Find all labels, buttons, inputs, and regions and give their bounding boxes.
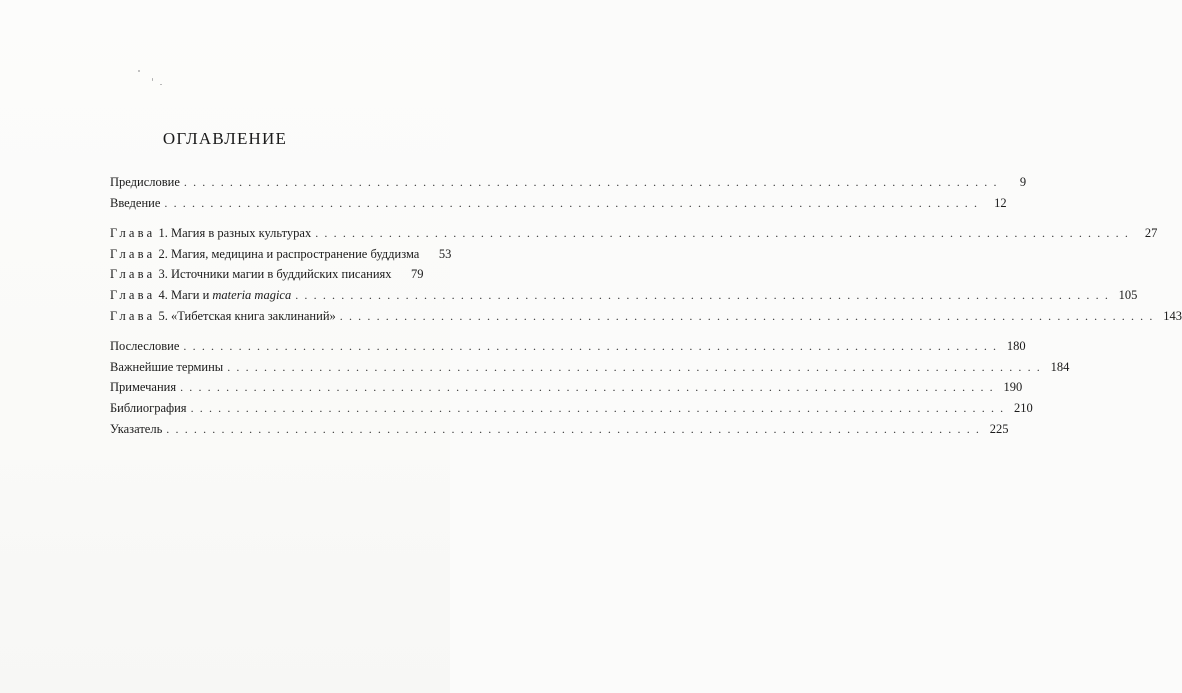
- toc-page-number: 190: [1003, 380, 1023, 395]
- toc-group-back-matter: [110, 336, 1070, 439]
- toc-page-number: 27: [1144, 226, 1158, 241]
- leader-dots: [191, 398, 1005, 419]
- toc-page-number: 105: [1118, 287, 1138, 302]
- chapter-word: Глава: [110, 246, 156, 261]
- toc-group-chapters: [110, 223, 1182, 326]
- leader-dots: [340, 306, 1154, 327]
- leader-dots: [183, 336, 997, 357]
- chapter-title: 2. Магия, медицина и распространение буддизма: [155, 246, 420, 261]
- toc-page-number: 53: [438, 246, 452, 261]
- toc-page-number: 79: [411, 267, 424, 282]
- toc-page-number: 143: [1163, 308, 1182, 323]
- toc-entry-afterword[interactable]: [110, 336, 1026, 357]
- toc-entry-label: [110, 244, 419, 265]
- toc-page-number: 12: [994, 195, 1007, 210]
- toc-entry-label: Указатель: [110, 421, 163, 436]
- print-speck: [160, 84, 162, 85]
- toc-entry-label: [110, 264, 392, 285]
- toc-entry-notes[interactable]: [110, 377, 1023, 398]
- leader-dots: [184, 172, 998, 193]
- toc-entry-label: Предисловие: [110, 175, 180, 189]
- leader-dots: [227, 357, 1041, 378]
- toc-entry-index[interactable]: [110, 419, 1009, 440]
- toc-page-number: 184: [1050, 359, 1070, 374]
- toc-page-number: 225: [989, 421, 1009, 436]
- leader-dots: [164, 193, 978, 214]
- toc-entry-glossary[interactable]: [110, 357, 1070, 378]
- toc-entry-chapter-4[interactable]: [110, 285, 1138, 306]
- chapter-title: 4. Маги и: [155, 287, 213, 302]
- chapter-word: Глава: [110, 308, 156, 323]
- toc-page-number: 9: [1019, 175, 1027, 189]
- leader-dots: [166, 419, 980, 440]
- leader-dots: [180, 377, 994, 398]
- print-speck: [138, 70, 140, 72]
- table-of-contents: [110, 172, 1182, 449]
- chapter-word: Глава: [110, 287, 156, 302]
- toc-page-number: 180: [1006, 339, 1026, 354]
- chapter-word: Глава: [110, 226, 156, 241]
- toc-entry-chapter-2[interactable]: [110, 244, 452, 265]
- toc-entry-introduction[interactable]: [110, 193, 1007, 214]
- page-title: ОГЛАВЛЕНИЕ: [162, 129, 288, 149]
- print-speck: [152, 78, 153, 81]
- toc-entry-label: Библиография: [110, 400, 187, 415]
- toc-page-number: 210: [1014, 400, 1033, 415]
- toc-entry-chapter-3[interactable]: [110, 264, 424, 285]
- chapter-word: Глава: [110, 267, 156, 282]
- chapter-title: 5. «Тибетская книга заклинаний»: [155, 308, 336, 323]
- leader-dots: [295, 285, 1109, 306]
- chapter-title-italic: materia magica: [212, 287, 292, 302]
- toc-entry-label: Важнейшие термины: [110, 359, 224, 374]
- toc-group-intro: [110, 172, 1027, 213]
- toc-entry-chapter-5[interactable]: [110, 306, 1182, 327]
- toc-entry-label: Введение: [110, 195, 161, 210]
- toc-entry-bibliography[interactable]: [110, 398, 1033, 419]
- toc-entry-label: Послесловие: [110, 339, 180, 354]
- toc-entry-label: [110, 306, 336, 327]
- toc-entry-label: Примечания: [110, 380, 177, 395]
- leader-dots: [315, 223, 1129, 244]
- toc-entry-chapter-1[interactable]: [110, 223, 1158, 244]
- toc-entry-preface[interactable]: [110, 172, 1027, 193]
- toc-entry-label: [110, 223, 311, 244]
- toc-entry-label: [110, 285, 291, 306]
- chapter-title: 1. Магия в разных культурах: [155, 226, 312, 241]
- chapter-title: 3. Источники магии в буддийских писаниях: [155, 267, 392, 282]
